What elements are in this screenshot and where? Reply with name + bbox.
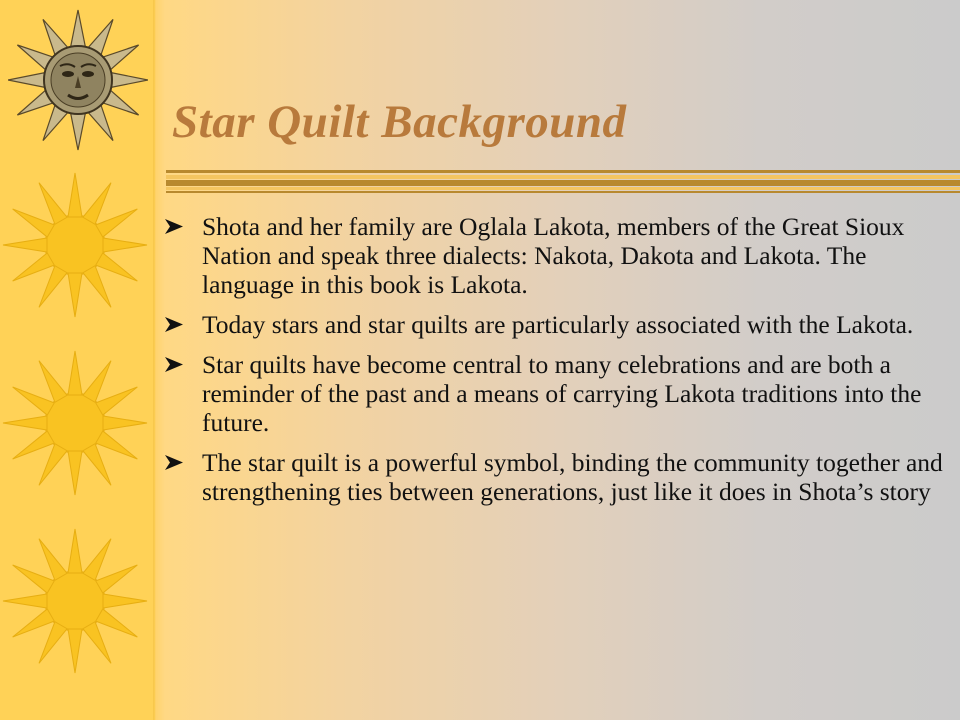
sun-face-icon	[8, 8, 148, 158]
list-item	[162, 350, 952, 437]
strip-edge	[153, 0, 156, 720]
list-item	[162, 310, 952, 339]
bullet-list	[162, 212, 952, 517]
bullet-text: The star quilt is a powerful symbol, binding the community together and strengthening ties between generations, just like it does in Shota’s story	[202, 448, 943, 506]
bullet-text: Shota and her family are Oglala Lakota, members of the Great Sioux Nation and speak three dialects: Nakota, Dakota and Lakota. The language in this book is Lakota.	[202, 212, 905, 299]
title-divider	[166, 168, 960, 194]
slide-title: Star Quilt Background	[172, 96, 627, 149]
arrowhead-bullet-icon	[164, 356, 184, 373]
arrowhead-bullet-icon	[164, 316, 184, 333]
list-item	[162, 448, 952, 506]
list-item	[162, 212, 952, 299]
bullet-text: Today stars and star quilts are particularly associated with the Lakota.	[202, 310, 914, 339]
sun-icon	[0, 526, 150, 676]
bullet-text: Star quilts have become central to many celebrations and are both a reminder of the past and a means of carrying Lakota traditions into the future.	[202, 350, 922, 437]
arrowhead-bullet-icon	[164, 218, 184, 235]
sun-icon	[0, 170, 150, 320]
arrowhead-bullet-icon	[164, 454, 184, 471]
sun-icon	[0, 348, 150, 498]
